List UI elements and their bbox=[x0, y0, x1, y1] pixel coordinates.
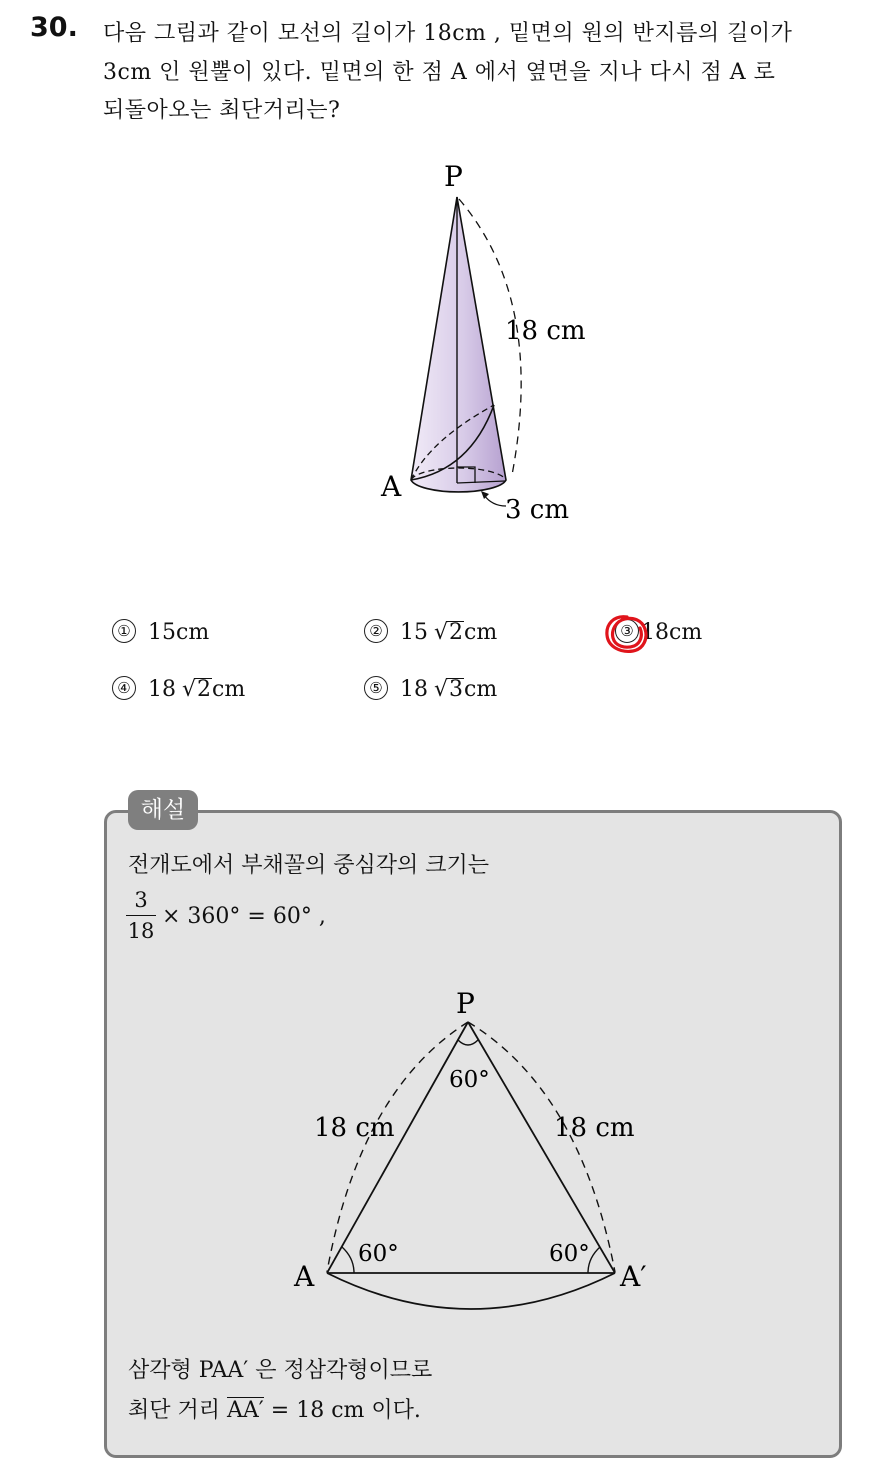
right-angle-label: 60° bbox=[549, 1241, 590, 1267]
segment-aa-prime: AA′ bbox=[227, 1398, 264, 1423]
choice-4-unit: cm bbox=[212, 677, 246, 702]
choice-4-coef: 18 bbox=[148, 677, 176, 702]
choice-2-coef: 15 bbox=[400, 620, 428, 645]
base-arc bbox=[327, 1273, 615, 1309]
question-number: 30. bbox=[30, 12, 78, 43]
choice-5-mark: ⑤ bbox=[364, 676, 388, 700]
radius-length-label: 3 cm bbox=[505, 495, 570, 525]
solution-badge: 해설 bbox=[128, 790, 198, 830]
side-pa bbox=[327, 1022, 468, 1273]
apex-angle-arc bbox=[458, 1040, 478, 1045]
sqrt-symbol: √2 bbox=[182, 677, 212, 702]
choice-2-mark: ② bbox=[364, 619, 388, 643]
fraction-numerator: 3 bbox=[134, 888, 148, 912]
point-a-label: A bbox=[381, 470, 402, 503]
choice-5-radicand: 3 bbox=[449, 677, 464, 702]
left-angle-arc bbox=[342, 1247, 354, 1273]
apex-angle-label: 60° bbox=[449, 1067, 490, 1093]
side-pa-prime bbox=[468, 1022, 615, 1273]
vertex-a-label: A bbox=[294, 1260, 315, 1293]
slant-length-label: 18 cm bbox=[505, 316, 586, 346]
choice-4-mark: ④ bbox=[112, 676, 136, 700]
angle-expression: × 360° = 60° , bbox=[162, 904, 326, 929]
solution-line-3-suffix: = 18 cm 이다. bbox=[270, 1398, 421, 1423]
choice-5-unit: cm bbox=[464, 677, 498, 702]
choice-4-radicand: 2 bbox=[197, 677, 212, 702]
choice-3-value: 18cm bbox=[641, 620, 703, 645]
solution-line-3-prefix: 최단 거리 bbox=[128, 1398, 221, 1423]
solution-line-1: 전개도에서 부채꼴의 중심각의 크기는 bbox=[128, 853, 490, 878]
sqrt-symbol: √2 bbox=[434, 620, 464, 645]
apex-label: P bbox=[444, 160, 463, 193]
choice-2-radicand: 2 bbox=[449, 620, 464, 645]
solution-line-3 bbox=[128, 1393, 421, 1424]
left-side-length: 18 cm bbox=[314, 1113, 395, 1143]
fraction-denominator: 18 bbox=[127, 919, 155, 943]
choice-3-mark: ③ bbox=[615, 619, 639, 643]
choice-5-coef: 18 bbox=[400, 677, 428, 702]
right-side-length: 18 cm bbox=[554, 1113, 635, 1143]
question-line-2: 3cm 인 원뿔이 있다. 밑면의 한 점 A 에서 옆면을 지나 다시 점 A 로 bbox=[103, 60, 776, 85]
apex-p-label: P bbox=[456, 987, 475, 1020]
question-line-3: 되돌아오는 최단거리는? bbox=[103, 98, 341, 123]
choice-1-mark: ① bbox=[112, 619, 136, 643]
sqrt-symbol: √3 bbox=[434, 677, 464, 702]
right-angle-arc bbox=[588, 1247, 600, 1273]
solution-line-2: 삼각형 PAA′ 은 정삼각형이므로 bbox=[128, 1358, 433, 1383]
choice-2-unit: cm bbox=[464, 620, 498, 645]
question-line-1: 다음 그림과 같이 모선의 길이가 18cm , 밑면의 원의 반지름의 길이가 bbox=[103, 21, 793, 46]
left-angle-label: 60° bbox=[358, 1241, 399, 1267]
choice-1-value: 15cm bbox=[148, 620, 210, 645]
vertex-a-prime-label: A′ bbox=[620, 1260, 647, 1293]
